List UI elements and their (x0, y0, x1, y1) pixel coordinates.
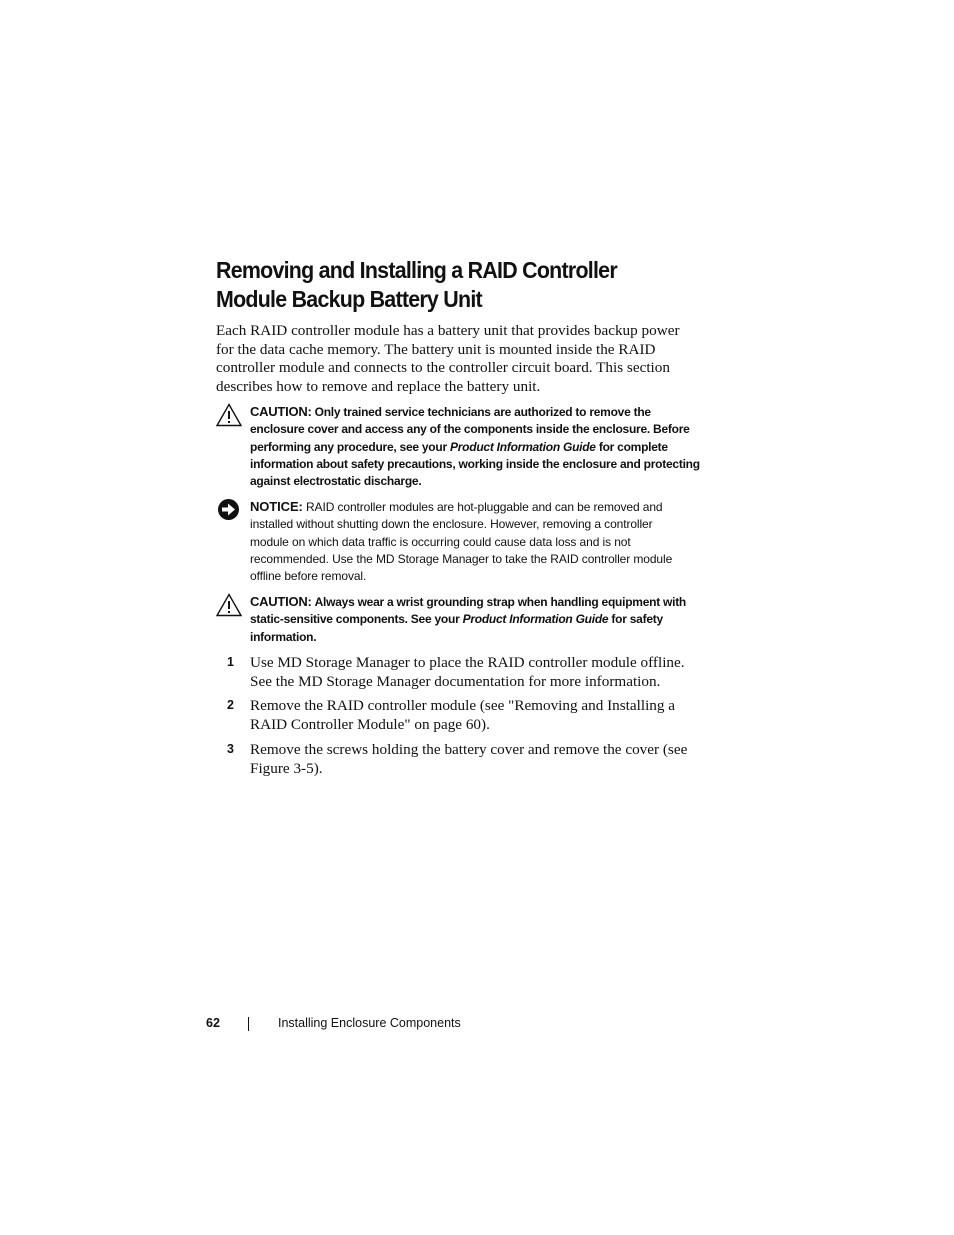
step-text (250, 697, 736, 734)
notice-text (250, 498, 740, 585)
caution-text-line: performing any procedure, see your (250, 439, 450, 454)
notice-text-line: recommended. Use the MD Storage Manager to take the RAID controller module (250, 551, 673, 566)
caution-text-line: against electrostatic discharge. (250, 474, 422, 489)
guide-reference: Product Information Guide (462, 612, 609, 627)
step-text-line: Remove the screws holding the battery cover and remove the cover (see (250, 740, 688, 758)
list-item (216, 697, 736, 734)
step-text-line: See the MD Storage Manager documentation for more information. (250, 672, 661, 690)
list-item (216, 654, 736, 691)
step-number: 2 (227, 698, 234, 713)
page-title-line-1: Removing and Installing a RAID Controller (216, 257, 617, 283)
step-text (250, 741, 736, 778)
caution-text-line: information about safety precautions, working inside the enclosure and protecting (250, 456, 700, 471)
step-number: 1 (227, 655, 234, 669)
step-text (250, 654, 736, 691)
caution-text-line: Only trained service technicians are authorized to remove the (314, 405, 651, 419)
notice-arrow-icon (216, 498, 242, 522)
caution-label: CAUTION: (250, 594, 312, 609)
notice-text-line: installed without shutting down the enclosure. However, removing a controller (250, 517, 653, 532)
page-number: 62 (206, 1016, 220, 1030)
notice-text-line: RAID controller modules are hot-pluggable and can be removed and (305, 500, 663, 514)
list-item (216, 741, 736, 778)
procedure-steps (216, 654, 736, 784)
caution-text (250, 403, 740, 490)
notice-label: NOTICE: (250, 499, 303, 514)
warning-triangle-icon (216, 403, 242, 427)
caution-text-line: static-sensitive components. See your (250, 612, 463, 627)
step-text-line: Use MD Storage Manager to place the RAID controller module offline. (250, 654, 685, 671)
caution-text (250, 593, 740, 646)
caution-text-line: for safety (608, 612, 663, 627)
caution-label: CAUTION: (250, 404, 312, 419)
page-title (216, 256, 737, 314)
intro-line: controller module and connects to the controller circuit board. This section (216, 359, 670, 377)
footer-section-title: Installing Enclosure Components (278, 1016, 461, 1030)
notice-text-line: offline before removal. (250, 569, 367, 584)
page-footer (206, 1014, 606, 1034)
step-text-line: Figure 3-5). (250, 759, 323, 777)
intro-line: for the data cache memory. The battery unit is mounted inside the RAID (216, 340, 656, 358)
notice-text-line: module on which data traffic is occurring could cause data loss and is not (250, 534, 631, 549)
caution-text-line: Always wear a wrist grounding strap when handling equipment with (314, 595, 687, 609)
intro-line: Each RAID controller module has a battery unit that provides backup power (216, 322, 680, 339)
caution-text-line: for complete (595, 439, 668, 454)
caution-text-line: information. (250, 629, 317, 644)
footer-divider (248, 1017, 249, 1031)
caution-text-line: enclosure cover and access any of the components inside the enclosure. Before (250, 422, 690, 437)
intro-line: describes how to remove and replace the battery unit. (216, 378, 541, 396)
step-number: 3 (227, 741, 234, 756)
step-text-line: Remove the RAID controller module (see "Removing and Installing a (250, 697, 676, 715)
step-text-line: RAID Controller Module" on page 60). (250, 716, 490, 734)
intro-paragraph (216, 322, 736, 397)
guide-reference: Product Information Guide (449, 439, 596, 454)
warning-triangle-icon (216, 593, 242, 617)
page-title-line-2: Module Backup Battery Unit (216, 286, 482, 312)
